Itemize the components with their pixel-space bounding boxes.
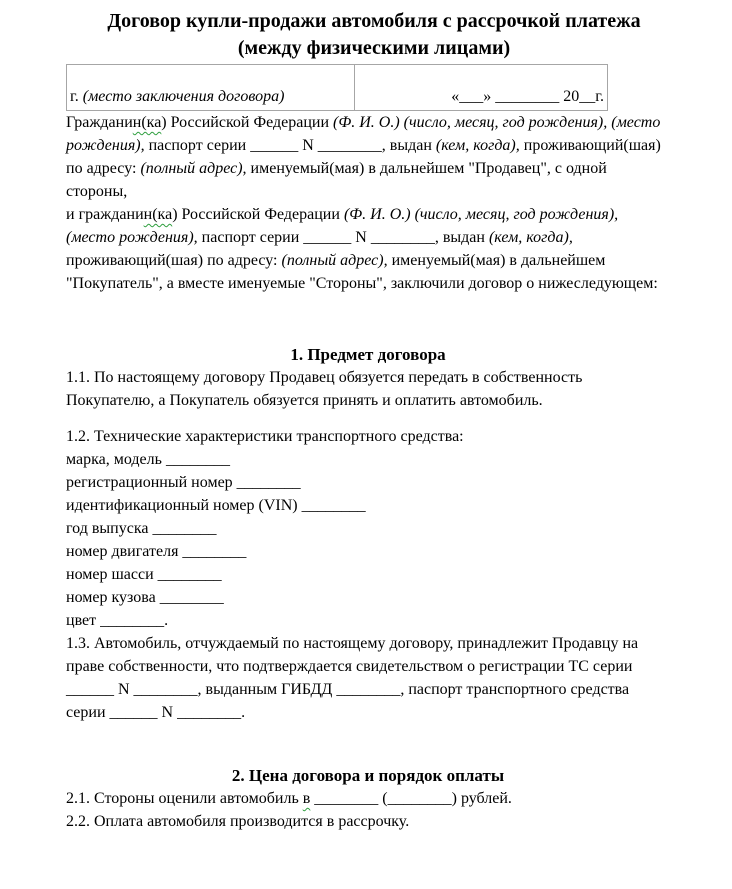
header-table-row xyxy=(67,65,608,111)
clause-2-1 xyxy=(66,787,670,810)
text-run: (кем, когда), xyxy=(435,137,520,154)
text-run: паспорт серии ______ N ________, выдан xyxy=(197,229,489,246)
text-run: паспорт серии ______ N ________, выдан xyxy=(144,137,436,154)
spec-line-year: год выпуска ________ xyxy=(66,520,217,537)
text-run: (полный адрес), xyxy=(281,252,388,269)
document-title xyxy=(78,8,670,62)
spec-line-vin: идентификационный номер (VIN) ________ xyxy=(66,497,366,514)
section-1-heading: 1. Предмет договора xyxy=(290,345,446,364)
buyer-party-paragraph xyxy=(66,203,670,295)
date-cell: «___» ________ 20__г. xyxy=(355,65,608,111)
text-run: н(ка xyxy=(143,206,173,223)
seller-party-paragraph xyxy=(66,111,670,203)
clause-1-1: 1.1. По настоящему договору Продавец обязуется передать в собственность Покупателю, а Покупатель обязуется принять и оплатить автомобиль. xyxy=(66,369,583,409)
spec-line-registration-number: регистрационный номер ________ xyxy=(66,474,301,491)
text-run: проживающий(шая) по адресу: xyxy=(66,137,661,177)
place-of-signing-cell xyxy=(67,65,355,111)
text-run: ________ (________) рублей. xyxy=(310,790,512,807)
header-table xyxy=(66,64,608,111)
clause-1-2 xyxy=(66,425,670,632)
text-run: и граждани xyxy=(66,206,144,223)
text-run: (кем, когда), xyxy=(488,229,573,246)
clause-1-3: 1.3. Автомобиль, отчуждаемый по настоящему договору, принадлежит Продавцу на праве собственности, что подтверждается свидетельством о регистрации ТС серии ______ N ________, выданным ГИБДД ________, паспорт транспортного средства серии ______ N ________. xyxy=(66,635,639,721)
spec-line-body-number: номер кузова ________ xyxy=(66,589,224,606)
text-run: (полный адрес), xyxy=(140,160,247,177)
text-run: в xyxy=(302,790,311,807)
text-run: ) Российской Федерации xyxy=(172,206,344,223)
document-page xyxy=(66,0,670,833)
text-run: проживающий(шая) по адресу: xyxy=(66,252,282,269)
document-title-line1: Договор купли-продажи автомобиля с рассрочкой платежа xyxy=(107,10,641,32)
spec-line-color: цвет ________. xyxy=(66,612,169,629)
text-run: г. xyxy=(70,88,83,105)
text-run: н(ка xyxy=(132,114,162,131)
spec-line-engine-number: номер двигателя ________ xyxy=(66,543,247,560)
text-run: именуемый(мая) в дальнейшем "Покупатель", а вместе именуемые "Стороны", заключили договор о нижеследующем: xyxy=(66,252,658,292)
spec-line-chassis-number: номер шасси ________ xyxy=(66,566,222,583)
text-run: именуемый(мая) в дальнейшем "Продавец", с одной стороны, xyxy=(66,160,607,200)
spec-line-make-model: марка, модель ________ xyxy=(66,451,230,468)
document-title-line2: (между физическими лицами) xyxy=(237,37,511,59)
text-run: Граждани xyxy=(66,114,133,131)
text-run: (место заключения договора) xyxy=(82,88,285,105)
text-run: (Ф. И. О.) (число, месяц, год рождения), (место рождения), xyxy=(66,114,661,154)
section-2-heading: 2. Цена договора и порядок оплаты xyxy=(231,766,505,785)
clause-2-2: 2.2. Оплата автомобиля производится в рассрочку. xyxy=(66,813,410,830)
text-run: ) Российской Федерации xyxy=(161,114,334,131)
clause-1-2-intro: 1.2. Технические характеристики транспортного средства: xyxy=(66,428,464,445)
text-run: 2.1. Стороны оценили автомобиль xyxy=(66,790,303,807)
text-run: (Ф. И. О.) (число, месяц, год рождения), (место рождения), xyxy=(66,206,619,246)
